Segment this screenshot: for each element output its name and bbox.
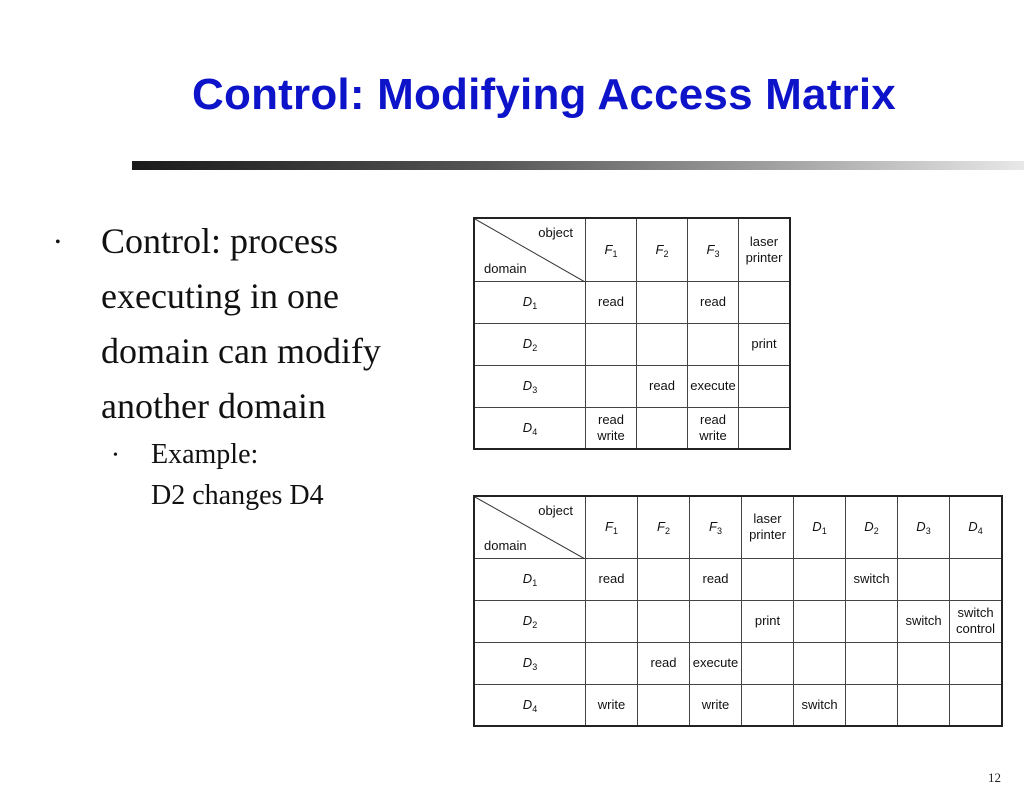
row-header-subscript: 1: [532, 301, 538, 311]
matrix-cell: [742, 642, 794, 684]
row-header-letter: D: [522, 378, 533, 393]
access-right: control: [955, 621, 996, 636]
column-header-letter: D: [864, 519, 874, 535]
column-header: [586, 496, 638, 558]
row-header-letter: D: [522, 613, 533, 628]
matrix-cell: [950, 684, 1003, 726]
title-divider: [132, 161, 1024, 170]
matrix-cell: [688, 323, 739, 365]
column-header-letter: F: [655, 241, 664, 257]
bullet-main-line: Control: process: [101, 221, 338, 261]
column-header-subscript: 4: [977, 526, 983, 537]
access-right: read: [702, 571, 729, 586]
matrix-cell: [690, 684, 742, 726]
row-header: [474, 407, 586, 449]
matrix-cell: [638, 600, 690, 642]
corner-header-cell: [474, 496, 586, 558]
matrix-cell: [586, 600, 638, 642]
sub-bullet-line: D2 changes D4: [151, 480, 324, 511]
matrix-row: [474, 365, 790, 407]
object-label: object: [538, 503, 573, 518]
matrix-cell: [950, 558, 1003, 600]
matrix-row: [474, 407, 790, 449]
matrix-cell: [586, 281, 637, 323]
column-header: [898, 496, 950, 558]
column-header-subscript: 3: [714, 248, 720, 259]
matrix-cell: [637, 281, 688, 323]
sub-bullet-line: Example:: [151, 439, 259, 470]
matrix-cell: [690, 558, 742, 600]
matrix-cell: [739, 365, 791, 407]
bullet-main-line: executing in one: [101, 276, 339, 316]
matrix-row: [474, 684, 1002, 726]
access-right: switch: [957, 605, 994, 620]
header-row: [474, 496, 1002, 558]
row-header: [474, 558, 586, 600]
matrix-cell: [794, 600, 846, 642]
access-right: switch: [853, 571, 890, 586]
column-header: [846, 496, 898, 558]
column-header-letter: F: [605, 519, 613, 535]
object-label: object: [538, 225, 573, 240]
matrix-cell: [742, 558, 794, 600]
matrix-cell: [688, 407, 739, 449]
column-header-letter: F: [657, 519, 665, 535]
access-right: write: [597, 696, 626, 712]
access-right: print: [754, 613, 781, 628]
matrix-cell: [742, 684, 794, 726]
matrix-cell: [586, 558, 638, 600]
access-right: read: [597, 411, 625, 427]
column-header: [586, 218, 637, 281]
row-header-letter: D: [522, 336, 533, 351]
column-header-subscript: 1: [821, 526, 827, 537]
matrix-cell: [690, 642, 742, 684]
column-header-letter: F: [604, 241, 613, 257]
header-row: [474, 218, 790, 281]
access-right: read: [598, 571, 625, 586]
matrix-row: [474, 600, 1002, 642]
column-header: [950, 496, 1003, 558]
matrix-cell: [586, 642, 638, 684]
access-right: write: [597, 427, 625, 443]
access-right: switch: [905, 613, 942, 628]
matrix-cell: [794, 684, 846, 726]
matrix-cell: [950, 600, 1003, 642]
page-number: 12: [988, 770, 1001, 785]
row-header: [474, 642, 586, 684]
row-header-subscript: 4: [532, 426, 538, 437]
matrix-cell: [637, 407, 688, 449]
row-header-letter: D: [522, 419, 533, 435]
matrix-cell: [638, 684, 690, 726]
matrix-cell: [846, 642, 898, 684]
matrix-cell: [586, 407, 637, 449]
row-header: [474, 600, 586, 642]
access-right: read: [699, 294, 727, 309]
access-matrix-original: [473, 217, 791, 450]
matrix-cell: [586, 684, 638, 726]
row-header: [474, 365, 586, 407]
access-right: switch: [801, 696, 838, 712]
access-right: read: [699, 411, 727, 427]
column-header-subscript: 3: [716, 526, 722, 537]
matrix-row: [474, 281, 790, 323]
column-header: [690, 496, 742, 558]
row-header-letter: D: [522, 655, 533, 670]
matrix-cell: [898, 558, 950, 600]
access-right: read: [650, 655, 677, 670]
access-right: print: [751, 336, 777, 351]
column-header-text: printer: [749, 527, 786, 543]
bullet-main-line: domain can modify: [101, 331, 381, 371]
row-header-subscript: 1: [532, 578, 538, 588]
corner-header-cell: [474, 218, 586, 281]
column-header: [742, 496, 794, 558]
row-header-subscript: 4: [532, 703, 538, 714]
matrix-cell: [638, 642, 690, 684]
row-header-letter: D: [522, 696, 533, 712]
row-header: [474, 281, 586, 323]
column-header-subscript: 2: [664, 526, 670, 537]
matrix-row: [474, 642, 1002, 684]
column-header-subscript: 2: [663, 248, 669, 259]
matrix-row: [474, 323, 790, 365]
column-header-subscript: 1: [612, 526, 618, 537]
column-header-text: laser: [749, 233, 779, 249]
access-right: read: [648, 378, 676, 393]
row-header-subscript: 3: [532, 662, 538, 672]
sub-bullet-dot: •: [113, 448, 118, 463]
bullet-main-line: another domain: [101, 386, 326, 426]
matrix-cell: [586, 323, 637, 365]
matrix-cell: [794, 558, 846, 600]
matrix-cell: [688, 365, 739, 407]
access-right: read: [597, 294, 625, 309]
matrix-cell: [586, 365, 637, 407]
bullet-main: [55, 214, 475, 434]
matrix-cell: [637, 365, 688, 407]
matrix-cell: [739, 407, 791, 449]
matrix-cell: [742, 600, 794, 642]
column-header-subscript: 2: [873, 526, 879, 537]
row-header-letter: D: [522, 294, 533, 309]
matrix-cell: [690, 600, 742, 642]
column-header: [637, 218, 688, 281]
column-header-letter: D: [812, 519, 822, 535]
row-header-subscript: 2: [532, 620, 538, 630]
column-header: [794, 496, 846, 558]
bullet-dot: •: [55, 234, 61, 251]
row-header: [474, 323, 586, 365]
row-header-letter: D: [522, 571, 533, 586]
domain-label: domain: [484, 260, 527, 276]
matrix-cell: [739, 323, 791, 365]
access-right: write: [699, 427, 727, 443]
column-header-subscript: 1: [612, 248, 618, 259]
matrix-cell: [794, 642, 846, 684]
access-right: execute: [690, 378, 736, 393]
column-header-letter: D: [916, 519, 926, 535]
matrix-row: [474, 558, 1002, 600]
matrix-cell: [898, 600, 950, 642]
matrix-cell: [688, 281, 739, 323]
access-matrix-modified: [473, 495, 1003, 727]
row-header-subscript: 2: [532, 343, 538, 353]
matrix-cell: [898, 642, 950, 684]
bullet-list: [55, 214, 475, 516]
matrix-cell: [739, 281, 791, 323]
access-right: write: [701, 696, 730, 712]
bullet-sub: [55, 434, 475, 516]
column-header: [688, 218, 739, 281]
matrix-cell: [637, 323, 688, 365]
access-right: execute: [692, 655, 739, 670]
column-header-text: laser: [753, 511, 782, 527]
matrix-cell: [950, 642, 1003, 684]
column-header-letter: D: [968, 519, 978, 535]
slide-title: Control: Modifying Access Matrix: [192, 70, 896, 119]
row-header: [474, 684, 586, 726]
column-header-subscript: 3: [925, 526, 931, 537]
domain-label: domain: [484, 537, 527, 553]
column-header-letter: F: [706, 241, 715, 257]
matrix-cell: [638, 558, 690, 600]
column-header-text: printer: [745, 249, 783, 265]
matrix-cell: [846, 600, 898, 642]
matrix-cell: [846, 684, 898, 726]
column-header: [638, 496, 690, 558]
matrix-cell: [846, 558, 898, 600]
column-header-letter: F: [709, 519, 717, 535]
row-header-subscript: 3: [532, 385, 538, 395]
matrix-cell: [898, 684, 950, 726]
column-header: [739, 218, 791, 281]
